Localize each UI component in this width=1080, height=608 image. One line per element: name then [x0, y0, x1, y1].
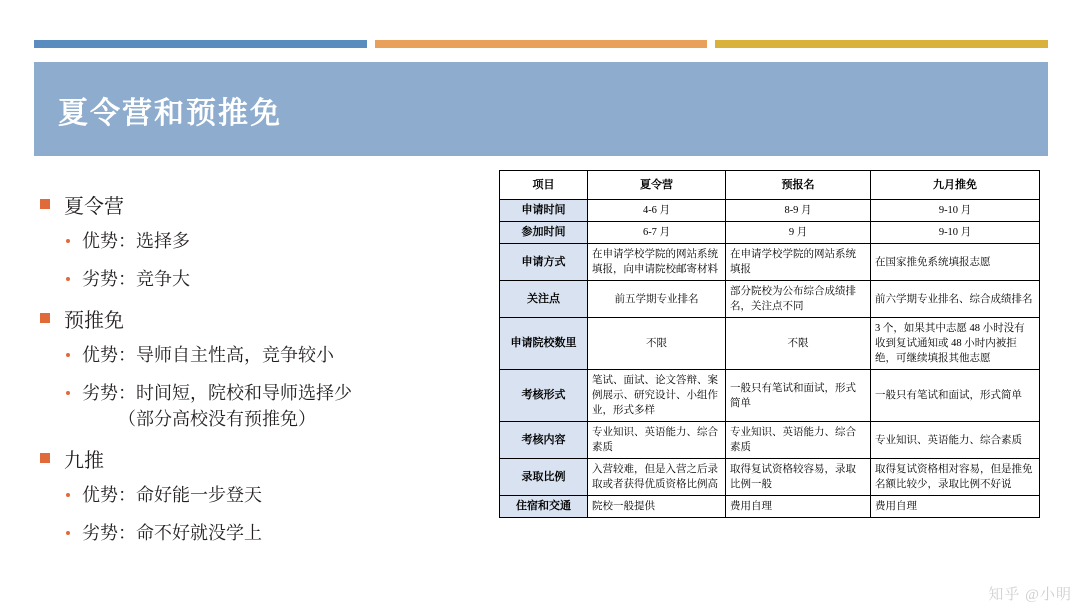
- list-item: [66, 228, 470, 254]
- square-marker-icon: [40, 453, 50, 463]
- list-item: [66, 520, 470, 546]
- row-cell: 取得复试资格较容易，录取比例一般: [726, 459, 871, 496]
- list-item-label: 劣势：命不好就没学上: [82, 523, 262, 543]
- row-label: 考核形式: [500, 370, 588, 422]
- comparison-table-wrapper: [499, 170, 1039, 518]
- top-bar-blue: [34, 40, 367, 48]
- dot-marker-icon: [66, 531, 70, 535]
- row-cell: 在国家推免系统填报志愿: [871, 244, 1040, 281]
- column-header-item: 项目: [500, 171, 588, 200]
- list-item: [66, 342, 470, 368]
- list-item-label: 优势：命好能一步登天: [82, 485, 262, 505]
- dot-marker-icon: [66, 353, 70, 357]
- row-label: 关注点: [500, 281, 588, 318]
- row-cell: 取得复试资格相对容易，但是推免名额比较少，录取比例不好说: [871, 459, 1040, 496]
- list-item-line1: 劣势：时间短，院校和导师选择少: [82, 383, 352, 403]
- row-label: 考核内容: [500, 422, 588, 459]
- row-cell: 前五学期专业排名: [588, 281, 726, 318]
- bullet-list: [40, 190, 470, 558]
- row-label: 申请时间: [500, 200, 588, 222]
- row-cell: 专业知识、英语能力、综合素质: [726, 422, 871, 459]
- row-cell: 院校一般提供: [588, 496, 726, 518]
- bullet-heading-pre-recommendation: [40, 304, 470, 332]
- list-item-label: 劣势：竞争大: [82, 269, 190, 289]
- row-cell: 9-10 月: [871, 222, 1040, 244]
- row-cell: 在申请学校学院的网站系统填报: [726, 244, 871, 281]
- row-cell: 8-9 月: [726, 200, 871, 222]
- comparison-table: [499, 170, 1040, 518]
- row-cell: 专业知识、英语能力、综合素质: [871, 422, 1040, 459]
- row-cell: 费用自理: [726, 496, 871, 518]
- row-cell: 6-7 月: [588, 222, 726, 244]
- table-row: [500, 370, 1040, 422]
- table-row: [500, 459, 1040, 496]
- row-cell: 9 月: [726, 222, 871, 244]
- row-cell: 前六学期专业排名、综合成绩排名: [871, 281, 1040, 318]
- table-row: [500, 422, 1040, 459]
- dot-marker-icon: [66, 239, 70, 243]
- table-row: [500, 318, 1040, 370]
- dot-marker-icon: [66, 391, 70, 395]
- square-marker-icon: [40, 199, 50, 209]
- column-header-summer-camp: 夏令营: [588, 171, 726, 200]
- list-item-line2: （部分高校没有预推免）: [118, 409, 316, 429]
- row-label: 申请方式: [500, 244, 588, 281]
- row-cell: 不限: [588, 318, 726, 370]
- list-item-label: 优势：选择多: [82, 231, 190, 251]
- bullet-heading-label: 预推免: [64, 309, 124, 332]
- watermark: 知乎 @小明: [988, 587, 1072, 603]
- row-cell: 费用自理: [871, 496, 1040, 518]
- row-cell: 一般只有笔试和面试，形式简单: [871, 370, 1040, 422]
- bullet-heading-september-recommendation: [40, 444, 470, 472]
- dot-marker-icon: [66, 277, 70, 281]
- column-header-pre-registration: 预报名: [726, 171, 871, 200]
- table-row: [500, 200, 1040, 222]
- square-marker-icon: [40, 313, 50, 323]
- top-bar-gold: [715, 40, 1048, 48]
- row-label: 申请院校数里: [500, 318, 588, 370]
- row-cell: 不限: [726, 318, 871, 370]
- row-cell: 在申请学校学院的网站系统填报，向申请院校邮寄材料: [588, 244, 726, 281]
- table-row: [500, 244, 1040, 281]
- row-label: 参加时间: [500, 222, 588, 244]
- column-header-september: 九月推免: [871, 171, 1040, 200]
- bullet-heading-label: 夏令营: [64, 195, 124, 218]
- table-row: [500, 496, 1040, 518]
- list-item-label-multiline: [82, 380, 352, 432]
- page-title: 夏令营和预推免: [58, 97, 282, 130]
- row-cell: 部分院校为公布综合成绩排名，关注点不同: [726, 281, 871, 318]
- row-label: 住宿和交通: [500, 496, 588, 518]
- table-row: [500, 281, 1040, 318]
- list-item: [66, 380, 470, 432]
- list-item: [66, 482, 470, 508]
- top-bar-orange: [375, 40, 708, 48]
- list-item-label: 优势：导师自主性高，竞争较小: [82, 345, 334, 365]
- row-label: 录取比例: [500, 459, 588, 496]
- row-cell: 笔试、面试、论文答辩、案例展示、研究设计、小组作业，形式多样: [588, 370, 726, 422]
- table-row: [500, 222, 1040, 244]
- title-band: [34, 62, 1048, 156]
- row-cell: 9-10 月: [871, 200, 1040, 222]
- bullet-heading-label: 九推: [64, 449, 104, 472]
- dot-marker-icon: [66, 493, 70, 497]
- row-cell: 4-6 月: [588, 200, 726, 222]
- row-cell: 3 个，如果其中志愿 48 小时没有收到复试通知或 48 小时内被拒绝，可继续填报其他志愿: [871, 318, 1040, 370]
- bullet-heading-summer-camp: [40, 190, 470, 218]
- row-cell: 一般只有笔试和面试，形式简单: [726, 370, 871, 422]
- row-cell: 入营较难，但是入营之后录取或者获得优质资格比例高: [588, 459, 726, 496]
- decorative-top-bars: [34, 40, 1048, 48]
- table-header-row: [500, 171, 1040, 200]
- row-cell: 专业知识、英语能力、综合素质: [588, 422, 726, 459]
- list-item: [66, 266, 470, 292]
